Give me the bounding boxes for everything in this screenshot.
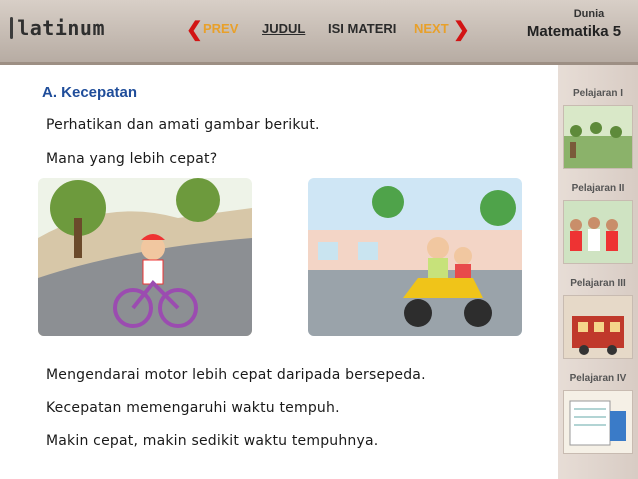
instruction-text: Perhatikan dan amati gambar berikut. xyxy=(46,117,320,133)
lesson-thumbnail-1 xyxy=(563,105,633,169)
brand-big: Matematika 5 xyxy=(526,23,622,40)
app-logo xyxy=(10,16,105,40)
lesson-sidebar xyxy=(558,65,638,479)
sidebar-item-label: Pelajaran IV xyxy=(569,373,627,384)
judul-link[interactable]: JUDUL xyxy=(262,21,306,36)
logo-mark xyxy=(10,17,13,39)
next-button[interactable]: NEXT xyxy=(414,21,449,36)
lesson-thumbnail-3 xyxy=(563,295,633,359)
motorcycle-illustration xyxy=(308,178,522,336)
sidebar-item-pelajaran-3[interactable] xyxy=(558,270,638,360)
statement-3: Makin cepat, makin sedikit waktu tempuhnya. xyxy=(46,433,379,449)
logo-text: latinum xyxy=(17,16,105,40)
lesson-thumbnail-2 xyxy=(563,200,633,264)
sidebar-item-label: Pelajaran III xyxy=(570,278,626,289)
isi-materi-link[interactable]: ISI MATERI xyxy=(328,21,397,36)
chevron-right-icon[interactable]: ❯ xyxy=(453,19,470,41)
top-bar xyxy=(0,0,638,65)
chevron-left-icon[interactable]: ❮ xyxy=(186,19,203,41)
sidebar-item-label: Pelajaran II xyxy=(571,183,625,194)
lesson-thumbnail-4 xyxy=(563,390,633,454)
statement-1: Mengendarai motor lebih cepat daripada bersepeda. xyxy=(46,367,426,383)
brand-small: Dunia xyxy=(573,8,605,20)
sidebar-item-pelajaran-1[interactable] xyxy=(558,80,638,170)
prev-button[interactable]: PREV xyxy=(203,21,239,36)
sidebar-item-pelajaran-4[interactable] xyxy=(558,365,638,455)
sidebar-item-pelajaran-2[interactable] xyxy=(558,175,638,265)
section-heading: A. Kecepatan xyxy=(42,84,138,101)
statement-2: Kecepatan memengaruhi waktu tempuh. xyxy=(46,400,340,416)
bicycle-illustration xyxy=(38,178,252,336)
sidebar-item-label: Pelajaran I xyxy=(572,88,624,99)
brand-title xyxy=(522,8,626,54)
navigation xyxy=(183,18,473,40)
question-text: Mana yang lebih cepat? xyxy=(46,151,218,167)
